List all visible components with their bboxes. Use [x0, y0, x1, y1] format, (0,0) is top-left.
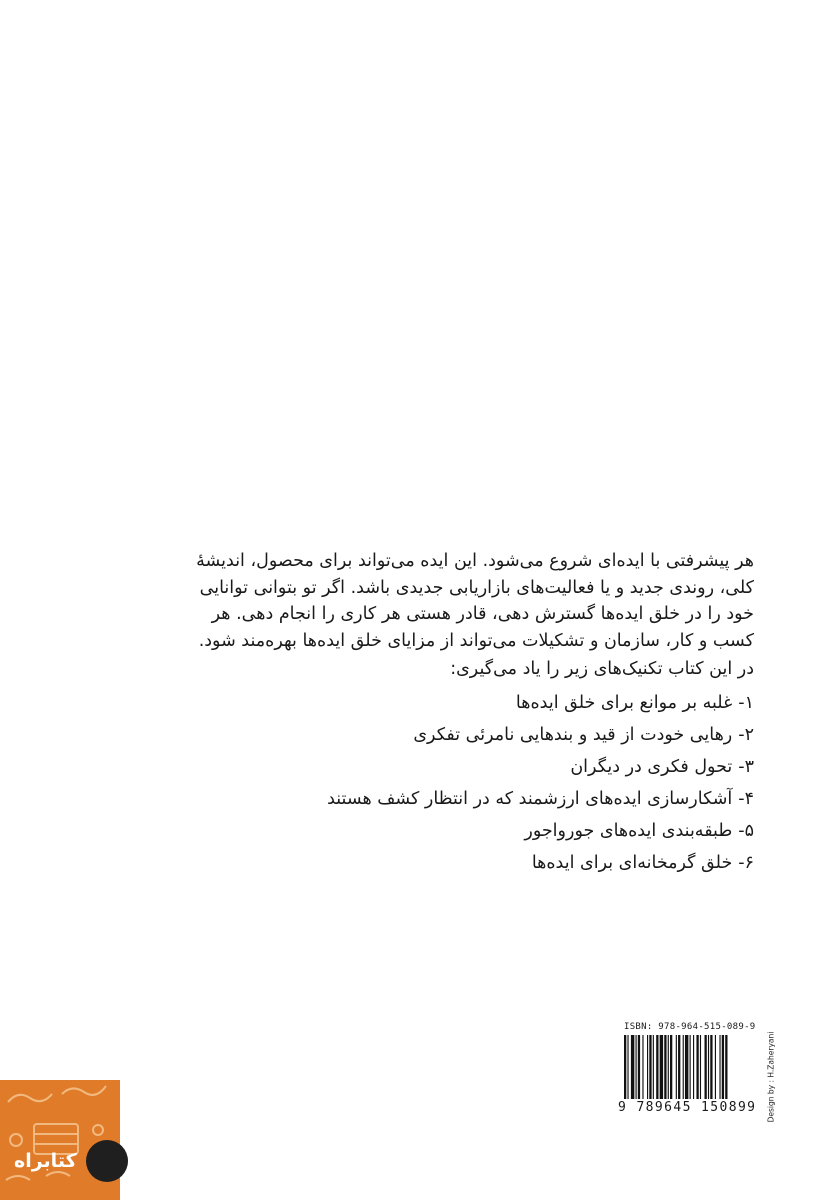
- item-number: ۳-: [738, 756, 754, 777]
- list-item: [170, 815, 754, 847]
- item-number: ۲-: [738, 724, 754, 745]
- techniques-list: [170, 687, 754, 879]
- techniques-intro: در این کتاب تکنیک‌های زیر را یاد می‌گیری:: [450, 659, 754, 679]
- paragraph-line: خود را در خلق ایده‌ها گسترش دهی، قادر هستی هر کاری را انجام دهی. هر: [211, 604, 754, 624]
- paragraph-line: کلی، روندی جدید و یا فعالیت‌های بازاریابی جدیدی باشد. اگر تو بتوانی توانایی: [199, 577, 754, 598]
- designer-credit-text: Design by : H.Zaheryani: [766, 1031, 776, 1123]
- list-item: [170, 687, 754, 719]
- publisher-logo-text: کتابراه: [14, 1150, 77, 1172]
- item-text: آشکارسازی ایده‌های ارزشمند که در انتظار کشف هستند: [327, 788, 733, 809]
- item-text: طبقه‌بندی ایده‌های جورواجور: [524, 820, 733, 841]
- item-number: ۱-: [738, 692, 754, 713]
- item-text: غلبه بر موانع برای خلق ایده‌ها: [515, 692, 733, 713]
- barcode-icon: [624, 1035, 768, 1099]
- list-item: [170, 751, 754, 783]
- item-number: ۶-: [738, 852, 754, 873]
- intro-paragraph: [170, 548, 754, 654]
- item-text: تحول فکری در دیگران: [570, 756, 733, 777]
- item-text: خلق گرمخانه‌ای برای ایده‌ها: [531, 852, 733, 873]
- designer-credit: [764, 1024, 778, 1130]
- publisher-logo-icon: [86, 1140, 128, 1182]
- item-number: ۴-: [738, 788, 754, 809]
- paragraph-line: هر پیشرفتی با ایده‌ای شروع می‌شود. این ایده می‌تواند برای محصول، اندیشهٔ: [196, 551, 754, 571]
- barcode-digits: 9 789645 150899: [618, 1100, 757, 1115]
- list-item: [170, 847, 754, 879]
- back-cover-blurb: [170, 548, 754, 879]
- list-item: [170, 719, 754, 751]
- list-item: [170, 783, 754, 815]
- item-number: ۵-: [738, 820, 754, 841]
- isbn-label: ISBN: 978-964-515-089-9: [624, 1022, 756, 1032]
- paragraph-line: کسب و کار، سازمان و تشکیلات می‌تواند از مزایای خلق ایده‌ها بهره‌مند شود.: [198, 630, 754, 651]
- item-text: رهایی خودت از قید و بندهایی نامرئی تفکری: [413, 724, 733, 745]
